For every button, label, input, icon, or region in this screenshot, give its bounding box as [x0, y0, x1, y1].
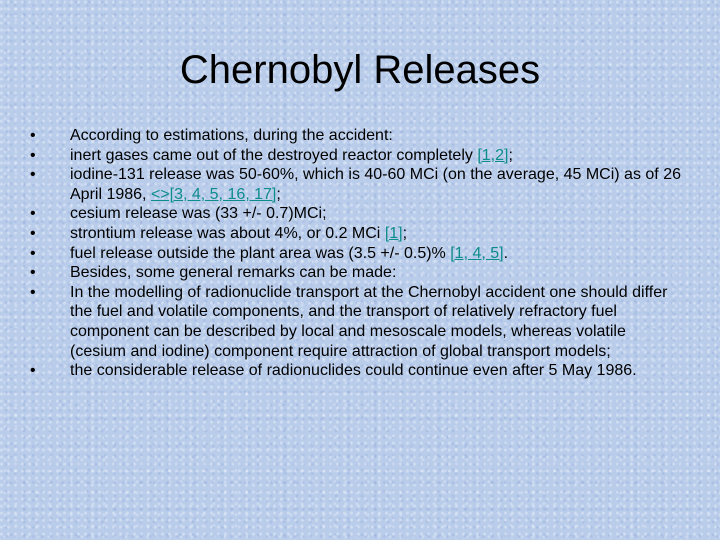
bullet-item: [26, 165, 686, 204]
bullet-item: [26, 283, 686, 361]
bullet-icon: •: [30, 264, 36, 282]
bullet-text: Besides, some general remarks can be made:: [70, 264, 397, 282]
bullet-list: [26, 126, 686, 381]
bullet-item: [26, 263, 686, 283]
reference-link[interactable]: [1, 4, 5]: [450, 244, 504, 262]
bullet-text: fuel release outside the plant area was (3.5 +/- 0.5)%: [70, 244, 451, 262]
bullet-item: [26, 361, 686, 381]
bullet-item: [26, 204, 686, 224]
reference-link[interactable]: [1]: [384, 224, 403, 242]
bullet-suffix: .: [503, 244, 509, 262]
bullet-suffix: ;: [402, 224, 408, 242]
bullet-icon: •: [30, 146, 36, 164]
reference-link[interactable]: <>[3, 4, 5, 16, 17]: [150, 185, 277, 203]
bullet-item: [26, 146, 686, 166]
bullet-text: cesium release was (33 +/- 0.7)MCi;: [70, 205, 327, 223]
bullet-text: iodine-131 release was 50-60%, which is 40-60 MCi (on the average, 45 MCi) as of 26 April 1986,: [70, 166, 681, 203]
reference-link[interactable]: [1,2]: [477, 146, 509, 164]
bullet-text: the considerable release of radionuclides could continue even after 5 May 1986.: [70, 362, 637, 380]
bullet-icon: •: [30, 362, 36, 380]
bullet-icon: •: [30, 283, 36, 301]
bullet-item: [26, 126, 686, 146]
bullet-icon: •: [30, 205, 36, 223]
bullet-text: strontium release was about 4%, or 0.2 MCi: [70, 224, 385, 242]
bullet-icon: •: [30, 127, 36, 144]
bullet-icon: •: [30, 224, 36, 242]
slide-title: Chernobyl Releases: [179, 48, 541, 92]
bullet-suffix: ;: [508, 146, 513, 164]
bullet-item: [26, 224, 686, 244]
bullet-icon: •: [30, 166, 36, 184]
bullet-suffix: ;: [276, 185, 281, 203]
bullet-text: According to estimations, during the accident:: [70, 127, 393, 144]
bullet-text: inert gases came out of the destroyed reactor completely: [70, 146, 478, 164]
bullet-item: [26, 244, 686, 264]
bullet-text: In the modelling of radionuclide transport at the Chernobyl accident one should differ the fuel and volatile components, and the transport of relatively refractory fuel component can be described by local and mesoscale models, whereas volatile (cesium and iodine) component require attraction of global transport models;: [70, 283, 668, 360]
bullet-icon: •: [30, 244, 36, 262]
